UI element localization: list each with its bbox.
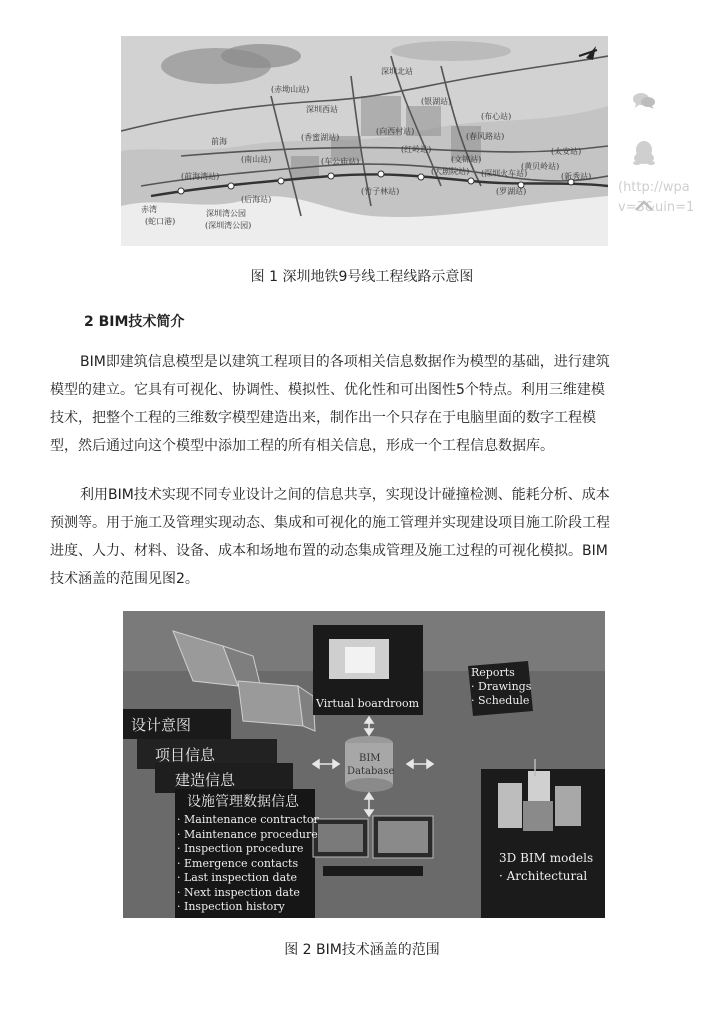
qq-link-text[interactable]: v=3&uin=1 (618, 200, 695, 215)
floating-sidebar (612, 86, 724, 226)
map-label: (赤坳山站) (271, 85, 310, 94)
section-heading: 2 BIM技术简介 (84, 314, 185, 330)
facility-item-text: Last inspection date (184, 871, 298, 884)
map-label: 前海 (211, 137, 227, 146)
paragraph-2 (50, 481, 676, 593)
map-label: (蛇口港) (145, 217, 176, 226)
map-label: (黄贝岭站) (521, 162, 560, 171)
map-label: (香蜜湖站) (301, 133, 340, 142)
card-project-info: 项目信息 (155, 746, 216, 764)
figure2-caption: 图 2 BIM技术涵盖的范围 (284, 942, 440, 958)
map-label: 深圳湾公园 (206, 209, 246, 218)
bim-models-label-line1: 3D BIM models (499, 851, 594, 865)
penguin-icon[interactable] (632, 140, 656, 166)
facility-item-text: Inspection history (184, 900, 285, 913)
map-label: (竹子林站) (361, 187, 400, 196)
virtual-boardroom-label: Virtual boardroom (316, 697, 420, 710)
figure1-caption: 图 1 深圳地铁9号线工程线路示意图 (250, 269, 474, 285)
facility-item-text: Next inspection date (184, 885, 300, 899)
figure1-map-image (121, 36, 608, 246)
map-label: (大剧院站) (431, 167, 470, 176)
paragraph-line: 技术涵盖的范围见图2。 (50, 571, 199, 587)
facility-item: · Maintenance procedure (177, 827, 318, 841)
facility-item-text: Inspection procedure (184, 842, 304, 855)
map-label: (向西村站) (376, 127, 415, 136)
map-label: (布心站) (481, 112, 512, 121)
facility-item: · Inspection history (177, 900, 285, 913)
map-label: (春风路站) (466, 132, 505, 141)
paragraph-line: 预测等。用于施工及管理实现动态、集成和可视化的施工管理并实现建设项目施工阶段工程 (50, 515, 610, 531)
facility-item: · Inspection procedure (177, 842, 304, 855)
facility-item-text: Maintenance contractor (184, 813, 319, 826)
facility-item-text: Emergence contacts (184, 856, 299, 870)
bim-models-label-line2: · Architectural (499, 869, 588, 883)
reports-item: · Drawings (471, 680, 532, 693)
map-label: (前海湾站) (181, 172, 220, 181)
card-facility-management: 设施管理数据信息 (187, 794, 299, 810)
chevron-up-icon[interactable] (634, 200, 654, 212)
map-graphic (121, 36, 608, 246)
facility-item-text: Maintenance procedure (184, 827, 318, 841)
map-label: (深圳湾公园) (205, 221, 252, 230)
reports-item-text: Drawings (478, 680, 532, 693)
database-label-line2: Database (347, 766, 395, 777)
map-label: 深圳北站 (381, 67, 413, 76)
paragraph-line: 技术，把整个工程的三维数字模型建造出来，制作出一个只存在于电脑里面的数字工程模 (50, 410, 596, 426)
map-label: 赤湾 (141, 205, 157, 214)
reports-list (471, 666, 531, 708)
card-design-intent: 设计意图 (131, 716, 192, 734)
map-label: (太安站) (551, 147, 582, 156)
facility-info-list (177, 813, 319, 915)
map-label: (深圳火车站) (481, 169, 528, 178)
paragraph-line: 利用BIM技术实现不同专业设计之间的信息共享，实现设计碰撞检测、能耗分析、成本 (80, 487, 610, 503)
paragraph-line: 进度、人力、材料、设备、成本和场地布置的动态集成管理及施工过程的可视化模拟。BIM (50, 543, 608, 559)
facility-item: · Maintenance contractor (177, 813, 319, 826)
map-label: (南山站) (241, 155, 272, 164)
paragraph-line: 模型的建立。它具有可视化、协调性、模拟性、优化性和可出图性5个特点。利用三维建模 (50, 382, 605, 398)
map-label: (红岭站) (401, 145, 432, 154)
map-label: 深圳西站 (306, 105, 338, 114)
paragraph-line: BIM即建筑信息模型是以建筑工程项目的各项相关信息数据作为模型的基础，进行建筑 (80, 354, 610, 370)
figure2-bim-diagram (123, 611, 605, 918)
paragraph-line: 型，然后通过向这个模型中添加工程的所有相关信息，形成一个工程信息数据库。 (50, 438, 554, 454)
map-label: (银湖站) (421, 97, 452, 106)
facility-item: · Next inspection date (177, 885, 300, 899)
facility-item: · Emergence contacts (177, 856, 299, 870)
map-label: (文锦站) (451, 155, 482, 164)
card-construction-info: 建造信息 (175, 771, 236, 789)
chat-bubbles-icon[interactable] (632, 91, 656, 111)
paragraph-1 (50, 348, 676, 460)
reports-item-text: Schedule (478, 694, 530, 707)
facility-item: · Last inspection date (177, 871, 298, 884)
map-label: (车公庙站) (321, 157, 360, 166)
map-label: (后海站) (241, 195, 272, 204)
database-label-line1: BIM (359, 753, 381, 764)
reports-item: · Schedule (471, 694, 530, 707)
qq-link-text[interactable]: (http://wpa (618, 180, 690, 195)
map-label: (新秀站) (561, 172, 592, 181)
map-label: (罗湖站) (496, 187, 527, 196)
reports-item: Reports (471, 666, 515, 679)
